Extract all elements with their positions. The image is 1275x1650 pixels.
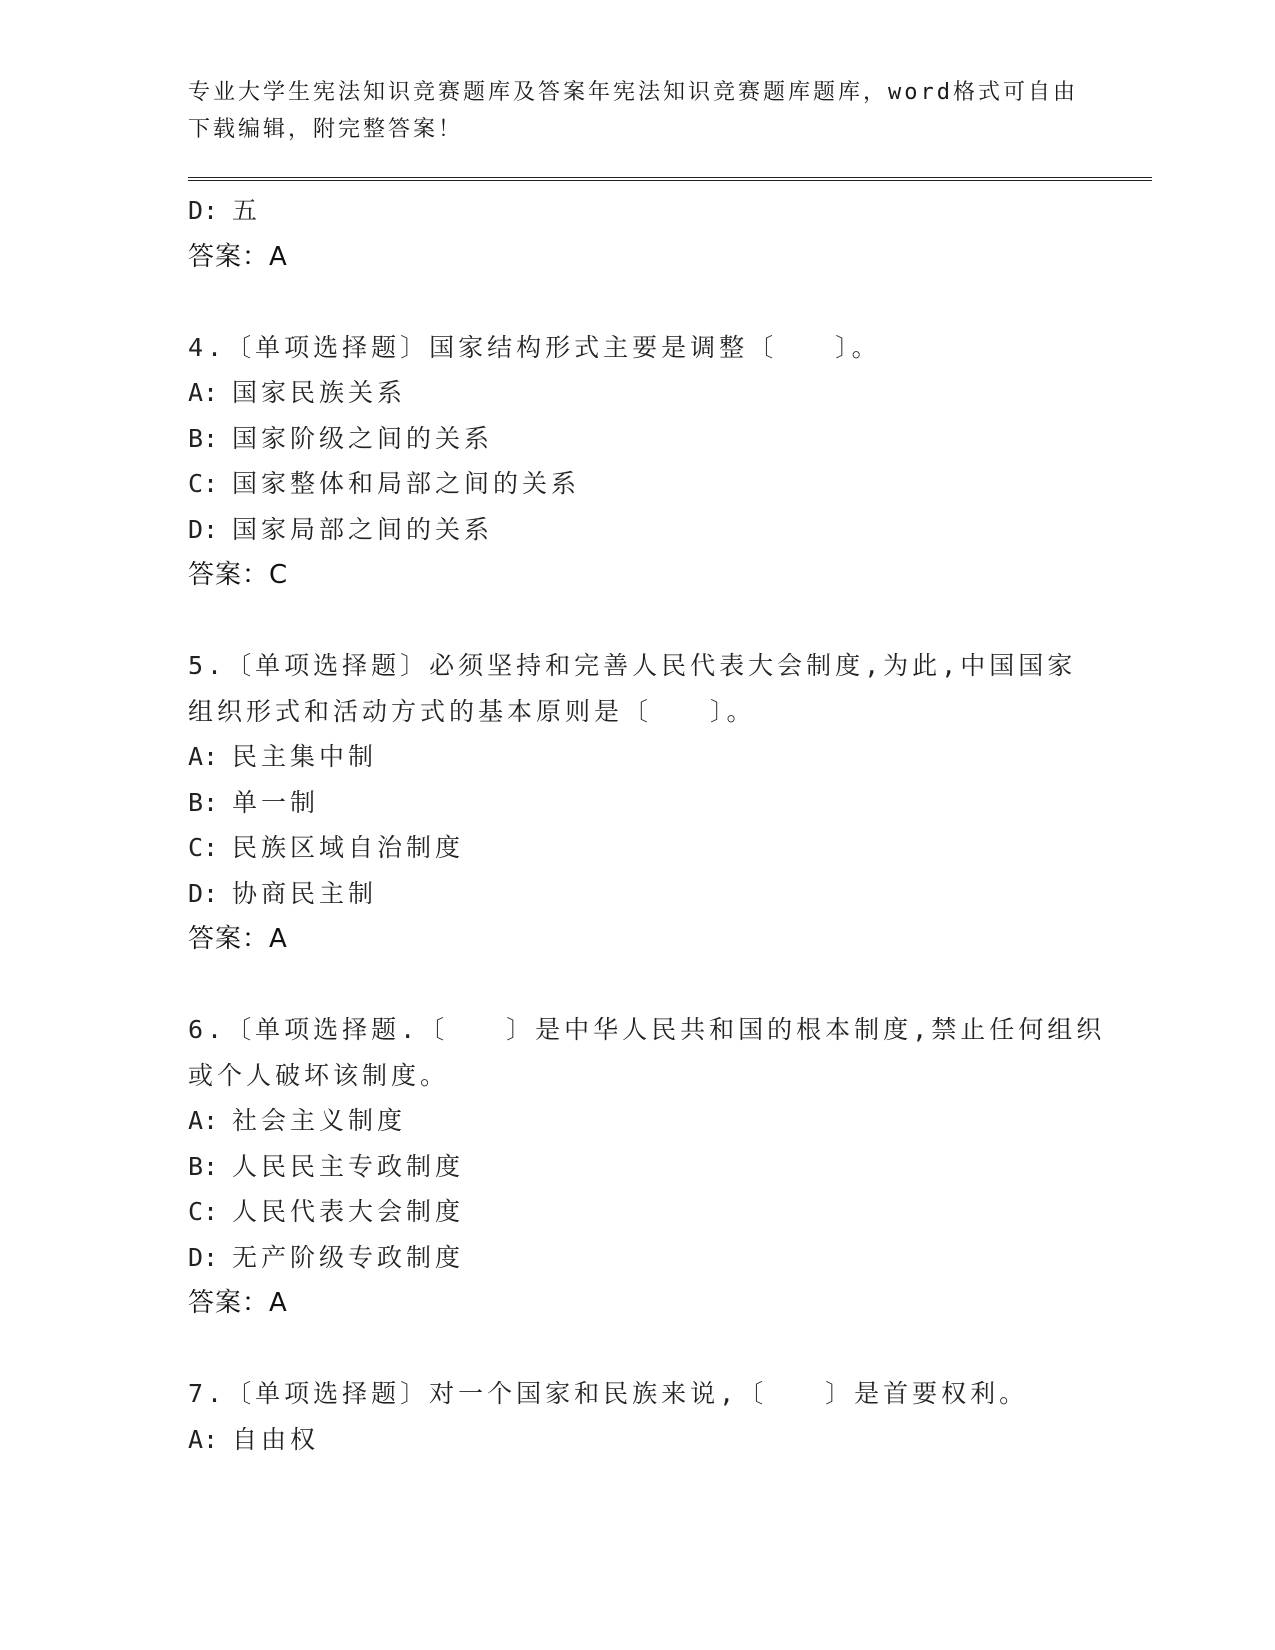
option-letter: D:	[188, 878, 219, 908]
option-letter: C:	[188, 469, 219, 498]
option-text: 国家民族关系	[232, 378, 407, 407]
option-line	[188, 461, 1088, 507]
spacer	[188, 598, 1088, 643]
option-letter: A:	[188, 1424, 219, 1454]
option-line	[188, 780, 1088, 826]
spacer	[188, 962, 1088, 1007]
option-text: 民族区域自治制度	[232, 833, 465, 862]
option-text: 国家整体和局部之间的关系	[232, 469, 581, 498]
answer-line: 答案：A	[188, 1288, 288, 1318]
option-line	[188, 188, 1088, 234]
question-stem-line: 7.〔单项选择题〕对一个国家和民族来说,〔 〕是首要权利。	[188, 1379, 1029, 1408]
option-text: 五	[232, 196, 262, 225]
option-letter: B:	[188, 787, 219, 817]
option-text: 社会主义制度	[232, 1106, 407, 1135]
page-header: 专业大学生宪法知识竞赛题库及答案年宪法知识竞赛题库题库，word格式可自由下载编辑，附完整答案！	[188, 80, 1078, 142]
option-letter: A:	[188, 1106, 219, 1135]
question-stem-line: 5.〔单项选择题〕必须坚持和完善人民代表大会制度,为此,中国国家	[188, 651, 1077, 680]
question-stem-line: 或个人破坏该制度。	[188, 1060, 450, 1090]
option-line	[188, 1144, 1088, 1190]
spacer	[188, 1326, 1088, 1371]
option-line	[188, 1417, 1088, 1463]
option-letter: C:	[188, 833, 219, 862]
option-text: 国家阶级之间的关系	[232, 423, 494, 453]
option-line	[188, 507, 1088, 553]
option-text: 无产阶级专政制度	[232, 1242, 465, 1272]
option-line	[188, 825, 1088, 871]
option-line	[188, 416, 1088, 462]
option-text: 国家局部之间的关系	[232, 514, 494, 544]
option-letter: C:	[188, 1197, 219, 1226]
option-text: 人民代表大会制度	[232, 1197, 465, 1226]
question-block	[188, 643, 1088, 1007]
question-list	[188, 325, 1106, 1463]
question-stem-line: 6.〔单项选择题.〔 〕是中华人民共和国的根本制度,禁止任何组织	[188, 1015, 1106, 1044]
question-block	[188, 1007, 1106, 1371]
answer-line: 答案：A	[188, 241, 288, 272]
answer-line: 答案：C	[188, 560, 289, 590]
option-letter: A:	[188, 742, 219, 771]
option-text: 自由权	[232, 1424, 320, 1454]
spacer	[188, 280, 1088, 325]
question-stem-line: 组织形式和活动方式的基本原则是〔 〕。	[188, 696, 756, 726]
document-body	[188, 188, 1106, 1462]
question-block	[188, 325, 1088, 644]
option-line	[188, 370, 1088, 416]
option-line	[188, 734, 1088, 780]
question-block	[188, 1371, 1088, 1462]
option-text: 人民民主专政制度	[232, 1151, 465, 1181]
option-line	[188, 1235, 1088, 1281]
answer-line: 答案：A	[188, 924, 288, 954]
option-letter: B:	[188, 1151, 219, 1181]
option-letter: A:	[188, 378, 219, 407]
option-line	[188, 1189, 1088, 1235]
option-line	[188, 1098, 1088, 1144]
option-text: 民主集中制	[232, 742, 378, 771]
option-letter: D:	[188, 196, 219, 225]
option-letter: D:	[188, 514, 219, 544]
option-letter: B:	[188, 423, 219, 453]
option-text: 协商民主制	[232, 878, 378, 908]
header-double-rule	[188, 177, 1152, 181]
option-letter: D:	[188, 1242, 219, 1272]
option-line	[188, 871, 1088, 917]
option-text: 单一制	[232, 787, 320, 817]
question-stem-line: 4.〔单项选择题〕国家结构形式主要是调整〔 〕。	[188, 332, 881, 362]
